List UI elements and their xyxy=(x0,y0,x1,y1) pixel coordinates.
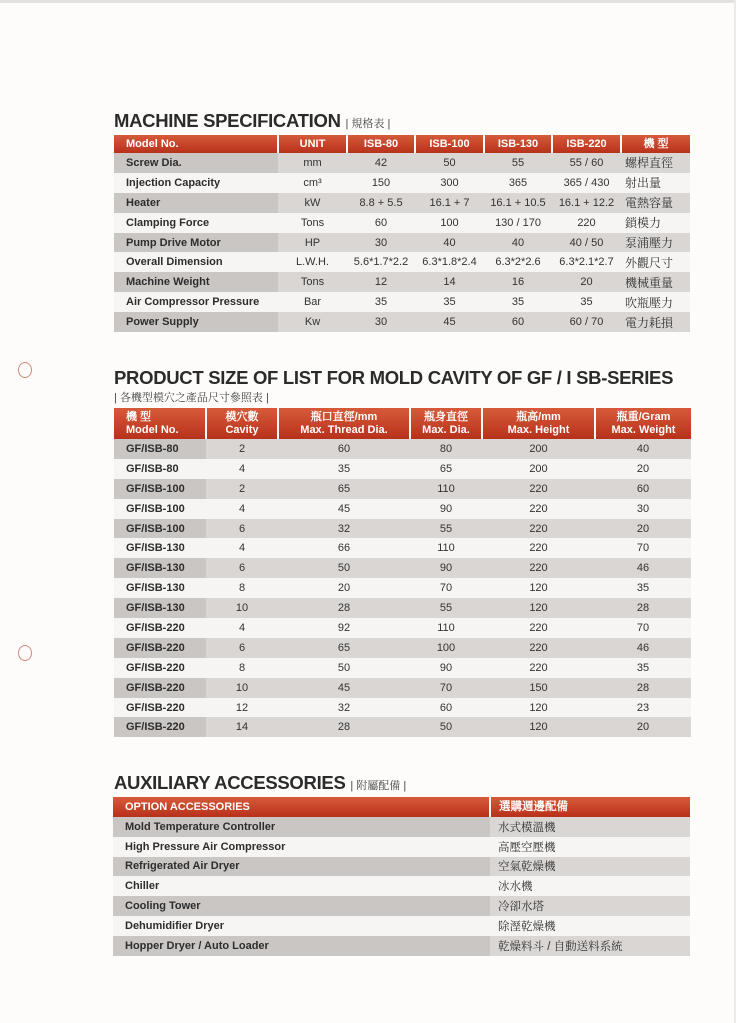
mold-header-row xyxy=(114,408,691,439)
header-en: Max. Thread Dia. xyxy=(300,423,388,436)
table-cell: 60 xyxy=(278,439,410,459)
table-row xyxy=(114,213,690,233)
table-cell: 220 xyxy=(552,213,621,233)
table-cell: 吹瓶壓力 xyxy=(621,292,690,312)
accessories-title xyxy=(114,772,406,794)
spec-header-cell: ISB-100 xyxy=(415,135,484,153)
table-cell: 45 xyxy=(278,678,410,698)
table-cell: 外觀尺寸 xyxy=(621,252,690,272)
table-cell: 6 xyxy=(206,519,278,539)
table-cell: 10 xyxy=(206,678,278,698)
row-label: Machine Weight xyxy=(114,272,278,292)
table-cell: 120 xyxy=(482,698,595,718)
table-cell: 55 xyxy=(410,519,482,539)
table-cell: 46 xyxy=(595,638,691,658)
spec-header-cell: ISB-220 xyxy=(552,135,621,153)
table-cell: 50 xyxy=(410,717,482,737)
header-zh: 機 型 xyxy=(126,410,152,423)
table-cell: 40 / 50 xyxy=(552,233,621,253)
row-label: GF/ISB-220 xyxy=(114,717,206,737)
table-row xyxy=(114,658,691,678)
row-label: GF/ISB-100 xyxy=(114,499,206,519)
table-cell: 16.1 + 10.5 xyxy=(484,193,552,213)
accessories-title-text: AUXILIARY ACCESSORIES xyxy=(114,772,346,793)
table-cell: 14 xyxy=(206,717,278,737)
table-cell: 80 xyxy=(410,439,482,459)
table-cell: 45 xyxy=(415,312,484,332)
table-cell: 35 xyxy=(595,658,691,678)
table-cell: 35 xyxy=(552,292,621,312)
table-cell: 10 xyxy=(206,598,278,618)
accessory-name-zh: 乾燥料斗 / 自動送料系統 xyxy=(490,936,690,956)
table-cell: 鎖模力 xyxy=(621,213,690,233)
table-cell: Tons xyxy=(278,213,347,233)
table-cell: 50 xyxy=(415,153,484,173)
table-row xyxy=(113,936,690,956)
table-cell: 12 xyxy=(347,272,415,292)
table-cell: 90 xyxy=(410,499,482,519)
table-cell: 20 xyxy=(595,717,691,737)
table-cell: 5.6*1.7*2.2 xyxy=(347,252,415,272)
table-cell: 40 xyxy=(595,439,691,459)
spec-title xyxy=(114,110,390,132)
mold-header-cell xyxy=(206,408,278,439)
table-row xyxy=(114,233,690,253)
accessory-name-zh: 冷卻水塔 xyxy=(490,896,690,916)
table-cell: 30 xyxy=(347,233,415,253)
table-cell: 200 xyxy=(482,459,595,479)
accessory-name-zh: 水式模溫機 xyxy=(490,817,690,837)
table-cell: 8.8 + 5.5 xyxy=(347,193,415,213)
header-zh: 模穴數 xyxy=(225,410,259,423)
table-row xyxy=(114,439,691,459)
table-row xyxy=(113,876,690,896)
table-cell: 100 xyxy=(415,213,484,233)
table-cell: 2 xyxy=(206,479,278,499)
punch-hole xyxy=(18,645,32,661)
row-label: GF/ISB-220 xyxy=(114,618,206,638)
table-cell: 60 xyxy=(595,479,691,499)
table-row xyxy=(114,272,690,292)
table-cell: 電熱容量 xyxy=(621,193,690,213)
table-cell: 28 xyxy=(278,717,410,737)
spec-header-cell: UNIT xyxy=(278,135,347,153)
table-cell: 螺桿直徑 xyxy=(621,153,690,173)
row-label: Pump Drive Motor xyxy=(114,233,278,253)
spec-title-zh: | 規格表 | xyxy=(345,118,391,130)
table-cell: 220 xyxy=(482,499,595,519)
table-cell: 4 xyxy=(206,538,278,558)
table-cell: 220 xyxy=(482,658,595,678)
table-cell: 40 xyxy=(415,233,484,253)
spec-header-row xyxy=(114,135,690,153)
mold-header-cell xyxy=(595,408,691,439)
table-cell: 14 xyxy=(415,272,484,292)
table-row xyxy=(114,193,690,213)
mold-cavity-table xyxy=(114,408,691,737)
table-cell: 70 xyxy=(595,538,691,558)
accessories-table xyxy=(113,797,690,956)
header-en: Max. Weight xyxy=(611,423,676,436)
table-cell: 4 xyxy=(206,459,278,479)
table-cell: 35 xyxy=(278,459,410,479)
row-label: GF/ISB-80 xyxy=(114,459,206,479)
table-row xyxy=(113,817,690,837)
row-label: GF/ISB-220 xyxy=(114,698,206,718)
table-row xyxy=(114,153,690,173)
table-cell: 100 xyxy=(410,638,482,658)
table-cell: 220 xyxy=(482,519,595,539)
table-cell: 55 xyxy=(484,153,552,173)
table-cell: 365 / 430 xyxy=(552,173,621,193)
header-en: Max. Height xyxy=(507,423,570,436)
table-row xyxy=(114,578,691,598)
table-cell: 4 xyxy=(206,499,278,519)
table-row xyxy=(114,292,690,312)
row-label: GF/ISB-220 xyxy=(114,638,206,658)
accessory-name: Mold Temperature Controller xyxy=(113,817,490,837)
table-row xyxy=(114,698,691,718)
header-en: Model No. xyxy=(126,423,179,436)
table-cell: 60 xyxy=(347,213,415,233)
table-cell: 20 xyxy=(595,519,691,539)
row-label: GF/ISB-130 xyxy=(114,578,206,598)
row-label: Air Compressor Pressure xyxy=(114,292,278,312)
header-zh: 瓶身直徑 xyxy=(424,410,468,423)
table-row xyxy=(114,252,690,272)
table-cell: 65 xyxy=(278,638,410,658)
table-row xyxy=(113,857,690,877)
table-cell: 120 xyxy=(482,717,595,737)
table-cell: 42 xyxy=(347,153,415,173)
row-label: GF/ISB-100 xyxy=(114,479,206,499)
table-cell: 30 xyxy=(347,312,415,332)
accessory-name: Cooling Tower xyxy=(113,896,490,916)
table-cell: 55 / 60 xyxy=(552,153,621,173)
row-label: Heater xyxy=(114,193,278,213)
table-cell: 20 xyxy=(552,272,621,292)
accessory-name-zh: 高壓空壓機 xyxy=(490,837,690,857)
row-label: GF/ISB-220 xyxy=(114,658,206,678)
table-row xyxy=(113,896,690,916)
table-cell: 70 xyxy=(410,678,482,698)
accessory-name: Refrigerated Air Dryer xyxy=(113,857,490,877)
row-label: GF/ISB-130 xyxy=(114,598,206,618)
accessory-name-zh: 冰水機 xyxy=(490,876,690,896)
table-row xyxy=(114,598,691,618)
table-cell: mm xyxy=(278,153,347,173)
table-cell: 90 xyxy=(410,658,482,678)
table-cell: 16 xyxy=(484,272,552,292)
row-label: GF/ISB-220 xyxy=(114,678,206,698)
table-cell: 300 xyxy=(415,173,484,193)
table-cell: 35 xyxy=(347,292,415,312)
row-label: GF/ISB-130 xyxy=(114,538,206,558)
table-cell: 65 xyxy=(278,479,410,499)
row-label: Overall Dimension xyxy=(114,252,278,272)
table-cell: 機械重量 xyxy=(621,272,690,292)
mold-header-cell xyxy=(114,408,206,439)
table-cell: 220 xyxy=(482,538,595,558)
row-label: GF/ISB-100 xyxy=(114,519,206,539)
table-cell: 120 xyxy=(482,578,595,598)
table-cell: 20 xyxy=(595,459,691,479)
accessories-header-row xyxy=(113,797,690,817)
spec-header-cell: ISB-80 xyxy=(347,135,415,153)
table-cell: 12 xyxy=(206,698,278,718)
table-cell: Bar xyxy=(278,292,347,312)
table-cell: 16.1 + 7 xyxy=(415,193,484,213)
table-cell: 35 xyxy=(595,578,691,598)
table-cell: 20 xyxy=(278,578,410,598)
table-cell: 40 xyxy=(484,233,552,253)
table-cell: 電力耗損 xyxy=(621,312,690,332)
table-cell: 35 xyxy=(415,292,484,312)
header-zh: 瓶口直徑/mm xyxy=(310,410,378,423)
accessory-name-zh: 除溼乾燥機 xyxy=(490,916,690,936)
row-label: GF/ISB-80 xyxy=(114,439,206,459)
table-cell: 6.3*2*2.6 xyxy=(484,252,552,272)
table-cell: 6.3*1.8*2.4 xyxy=(415,252,484,272)
accessories-title-zh: | 附屬配備 | xyxy=(350,780,407,792)
table-cell: 70 xyxy=(595,618,691,638)
table-cell: L.W.H. xyxy=(278,252,347,272)
table-row xyxy=(114,479,691,499)
mold-header-cell xyxy=(278,408,410,439)
table-cell: 150 xyxy=(482,678,595,698)
spec-header-cell: Model No. xyxy=(114,135,278,153)
table-row xyxy=(114,519,691,539)
table-row xyxy=(114,678,691,698)
row-label: Injection Capacity xyxy=(114,173,278,193)
table-cell: Tons xyxy=(278,272,347,292)
table-cell: 110 xyxy=(410,538,482,558)
table-row xyxy=(114,499,691,519)
table-cell: 32 xyxy=(278,698,410,718)
table-cell: 55 xyxy=(410,598,482,618)
punch-hole xyxy=(18,362,32,378)
table-cell: 射出量 xyxy=(621,173,690,193)
table-cell: 60 / 70 xyxy=(552,312,621,332)
row-label: Clamping Force xyxy=(114,213,278,233)
table-cell: 32 xyxy=(278,519,410,539)
table-cell: 8 xyxy=(206,578,278,598)
table-cell: 6.3*2.1*2.7 xyxy=(552,252,621,272)
spec-title-text: MACHINE SPECIFICATION xyxy=(114,110,341,131)
table-cell: 46 xyxy=(595,558,691,578)
table-cell: 365 xyxy=(484,173,552,193)
table-row xyxy=(114,717,691,737)
table-cell: 220 xyxy=(482,479,595,499)
header-en: Max. Dia. xyxy=(422,423,470,436)
table-cell: 23 xyxy=(595,698,691,718)
table-cell: 45 xyxy=(278,499,410,519)
page-edge xyxy=(0,0,736,3)
table-row xyxy=(114,558,691,578)
table-cell: 50 xyxy=(278,558,410,578)
header-zh: 瓶高/mm xyxy=(516,410,561,423)
table-row xyxy=(113,837,690,857)
table-cell: 150 xyxy=(347,173,415,193)
table-cell: 200 xyxy=(482,439,595,459)
table-cell: 120 xyxy=(482,598,595,618)
table-cell: 66 xyxy=(278,538,410,558)
table-cell: 50 xyxy=(278,658,410,678)
row-label: Screw Dia. xyxy=(114,153,278,173)
table-cell: cm³ xyxy=(278,173,347,193)
accessory-name: Hopper Dryer / Auto Loader xyxy=(113,936,490,956)
table-cell: 220 xyxy=(482,638,595,658)
table-cell: 6 xyxy=(206,638,278,658)
table-cell: 28 xyxy=(595,598,691,618)
mold-header-cell xyxy=(482,408,595,439)
table-cell: 110 xyxy=(410,618,482,638)
table-cell: 60 xyxy=(410,698,482,718)
accessories-header-en: OPTION ACCESSORIES xyxy=(113,797,490,817)
table-cell: 35 xyxy=(484,292,552,312)
row-label: Power Supply xyxy=(114,312,278,332)
header-zh: 瓶重/Gram xyxy=(616,410,671,423)
machine-spec-table xyxy=(114,135,690,332)
table-cell: Kw xyxy=(278,312,347,332)
mold-title: PRODUCT SIZE OF LIST FOR MOLD CAVITY OF GF / I SB-SERIES xyxy=(114,367,674,388)
spec-header-cell: 機 型 xyxy=(621,135,690,153)
table-cell: 90 xyxy=(410,558,482,578)
table-cell: 16.1 + 12.2 xyxy=(552,193,621,213)
accessory-name: Dehumidifier Dryer xyxy=(113,916,490,936)
table-cell: 2 xyxy=(206,439,278,459)
table-cell: HP xyxy=(278,233,347,253)
table-cell: 110 xyxy=(410,479,482,499)
mold-header-cell xyxy=(410,408,482,439)
accessory-name-zh: 空氣乾燥機 xyxy=(490,857,690,877)
accessory-name: High Pressure Air Compressor xyxy=(113,837,490,857)
table-cell: 8 xyxy=(206,658,278,678)
accessory-name: Chiller xyxy=(113,876,490,896)
table-row xyxy=(114,459,691,479)
table-row xyxy=(113,916,690,936)
table-cell: 4 xyxy=(206,618,278,638)
spec-header-cell: ISB-130 xyxy=(484,135,552,153)
table-row xyxy=(114,638,691,658)
table-cell: 60 xyxy=(484,312,552,332)
mold-subtitle: | 各機型模穴之產品尺寸參照表 | xyxy=(114,392,269,404)
table-cell: 28 xyxy=(595,678,691,698)
accessories-header-zh: 選購週邊配備 xyxy=(490,797,690,817)
table-row xyxy=(114,312,690,332)
table-cell: 92 xyxy=(278,618,410,638)
table-cell: 220 xyxy=(482,558,595,578)
table-cell: 泵浦壓力 xyxy=(621,233,690,253)
table-row xyxy=(114,618,691,638)
table-cell: 28 xyxy=(278,598,410,618)
header-en: Cavity xyxy=(225,423,259,436)
table-cell: 6 xyxy=(206,558,278,578)
table-cell: 220 xyxy=(482,618,595,638)
table-cell: 30 xyxy=(595,499,691,519)
table-row xyxy=(114,173,690,193)
table-row xyxy=(114,538,691,558)
row-label: GF/ISB-130 xyxy=(114,558,206,578)
table-cell: kW xyxy=(278,193,347,213)
table-cell: 130 / 170 xyxy=(484,213,552,233)
table-cell: 65 xyxy=(410,459,482,479)
table-cell: 70 xyxy=(410,578,482,598)
